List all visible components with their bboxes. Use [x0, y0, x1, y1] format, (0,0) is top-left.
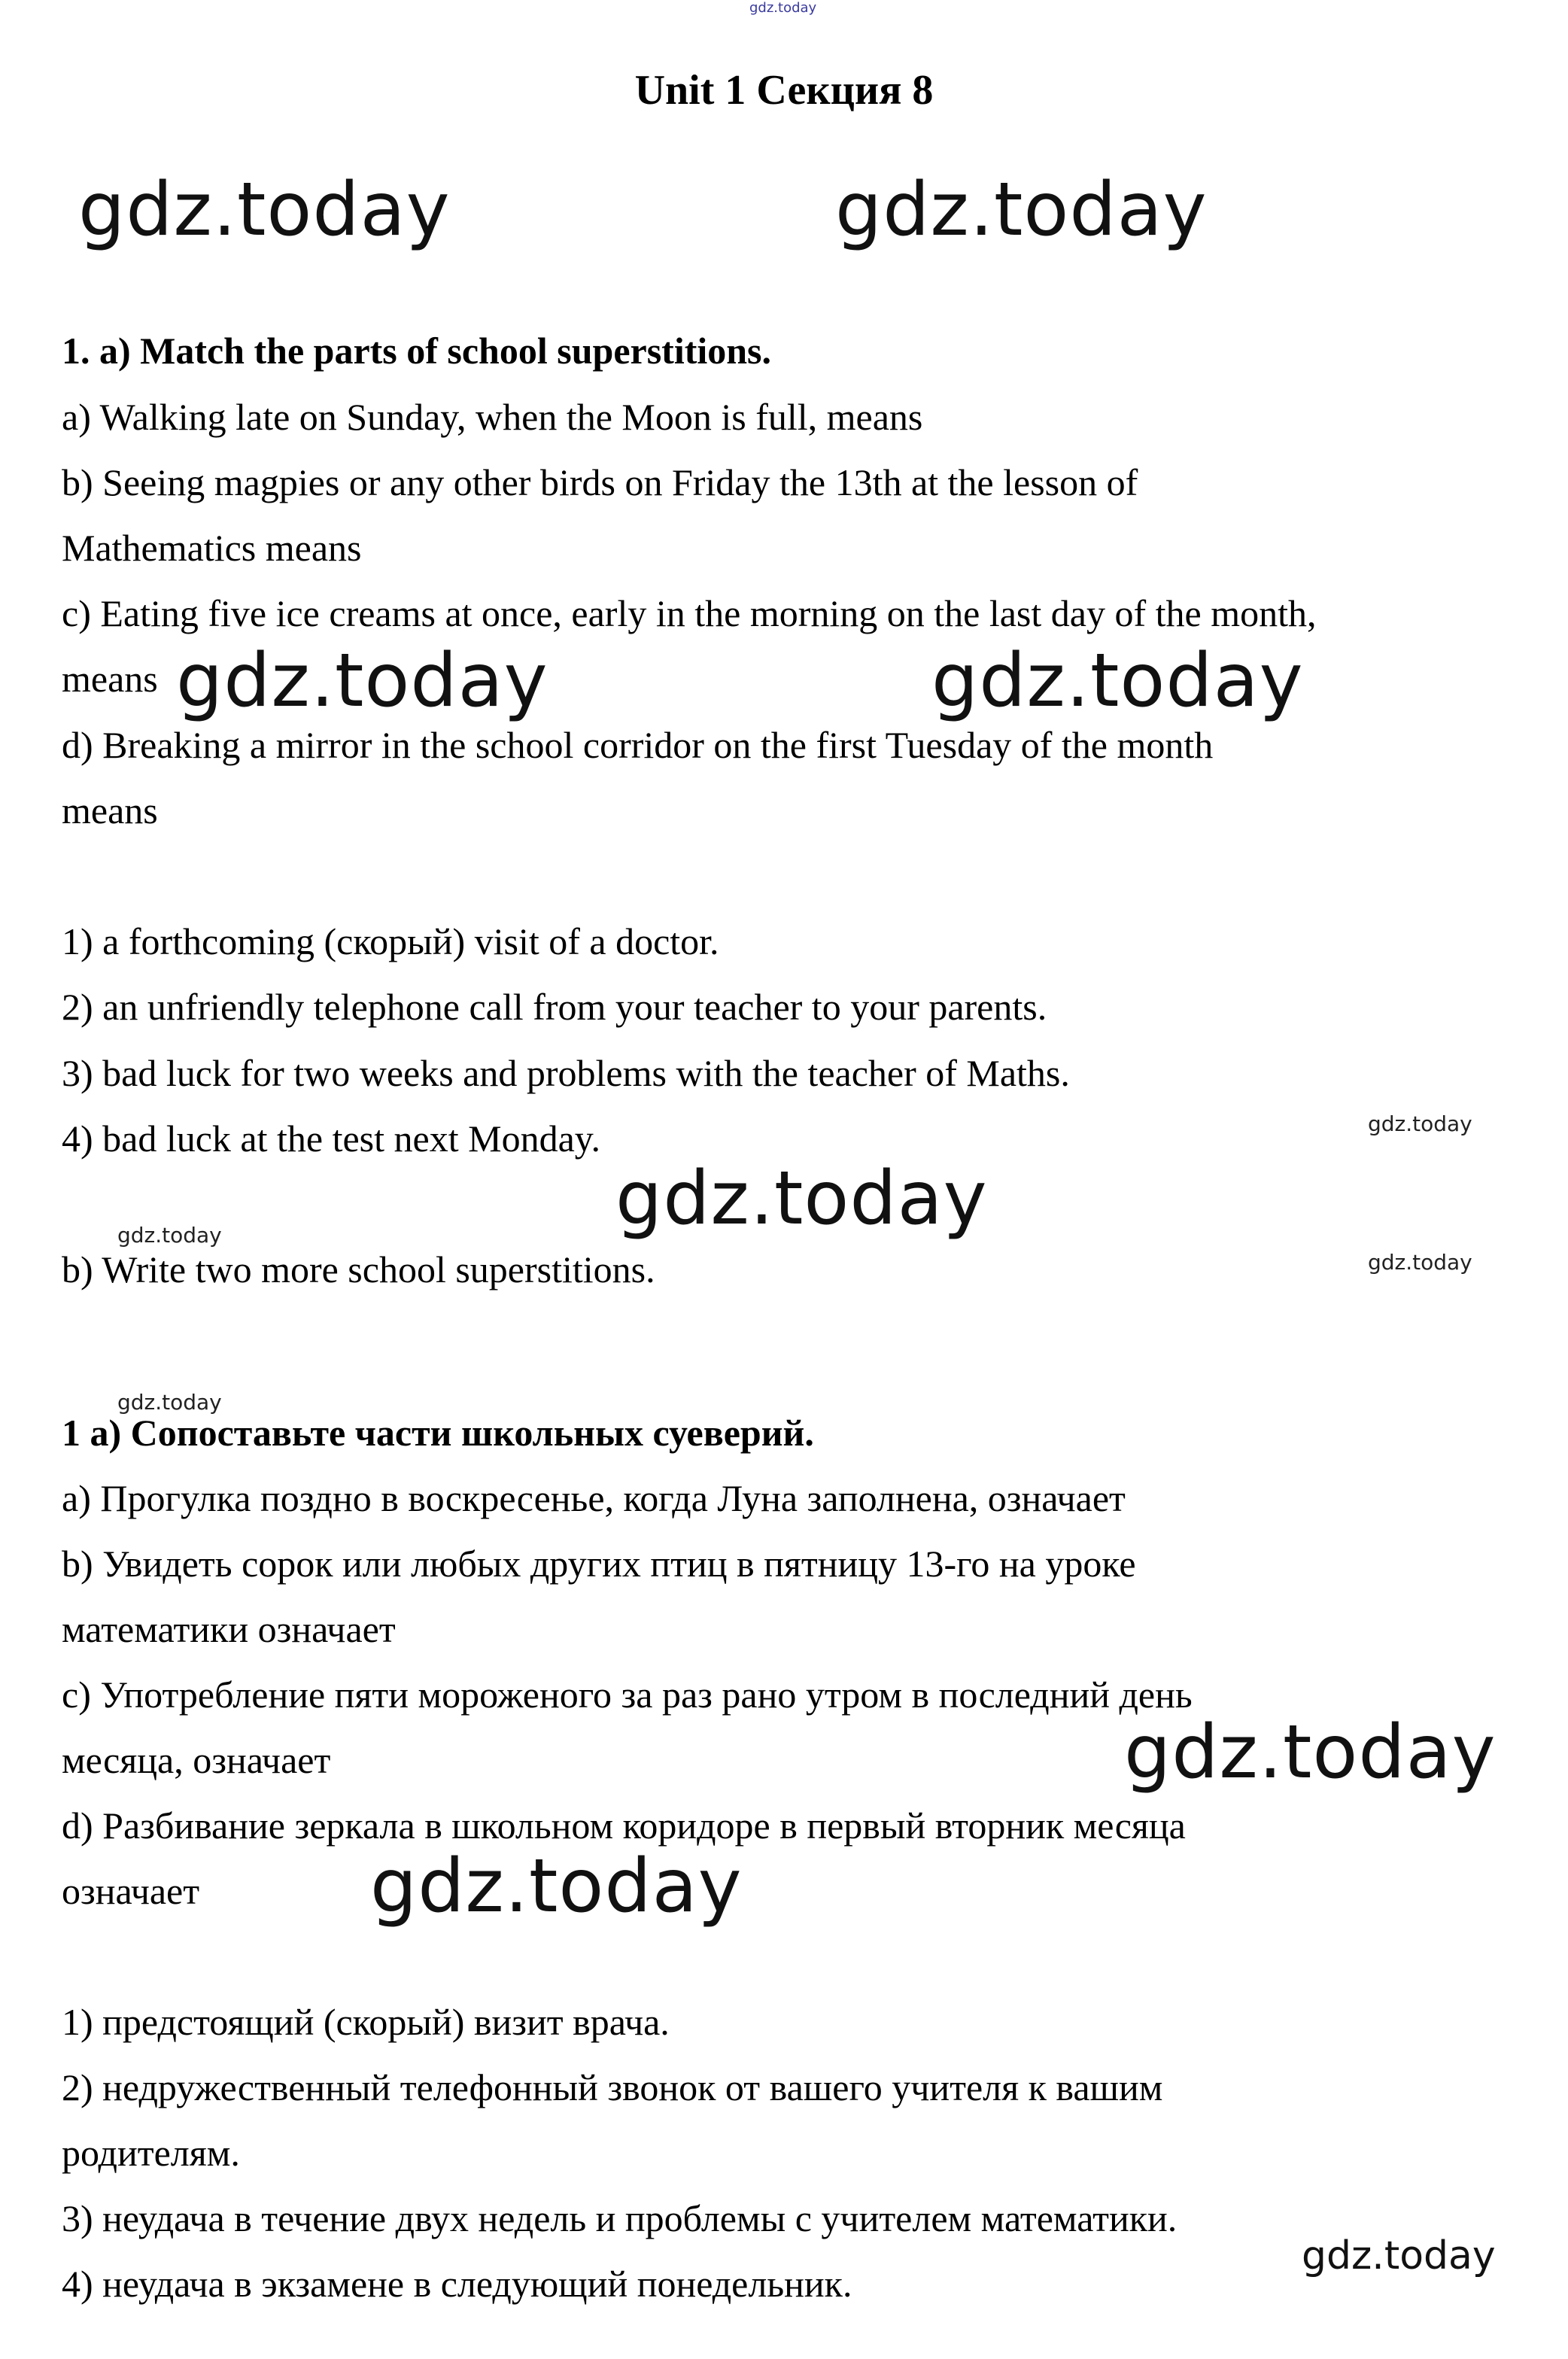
text-line: b) Увидеть сорок или любых других птиц в пятницу 13-го на уроке: [62, 1543, 1136, 1585]
text-line: a) Walking late on Sunday, when the Moon is full, means: [62, 396, 923, 438]
answer-line: 1) предстоящий (скорый) визит врача.: [62, 2001, 670, 2043]
watermark: gdz.today: [370, 1844, 743, 1929]
text-line: d) Разбивание зеркала в школьном коридоре в первый вторник месяца: [62, 1804, 1186, 1847]
watermark: gdz.today: [615, 1156, 988, 1242]
text-line: месяца, означает: [62, 1739, 331, 1781]
watermark: gdz.today: [1368, 1250, 1472, 1275]
text-line: а) Прогулка поздно в воскресенье, когда Луна заполнена, означает: [62, 1477, 1126, 1519]
watermark: gdz.today: [176, 638, 548, 724]
answer-line: 1) a forthcoming (скорый) visit of a doctor.: [62, 920, 719, 962]
answer-line: 2) недружественный телефонный звонок от вашего учителя к вашим: [62, 2066, 1163, 2108]
watermark: gdz.today: [1124, 1710, 1497, 1795]
watermark: gdz.today: [117, 1390, 222, 1415]
watermark-top: gdz.today: [749, 0, 817, 16]
text-line: означает: [62, 1870, 200, 1912]
text-line: d) Breaking a mirror in the school corridor on the first Tuesday of the month: [62, 724, 1214, 766]
watermark: gdz.today: [78, 167, 451, 253]
text-line: Mathematics means: [62, 527, 362, 569]
text-line: c) Eating five ice creams at once, early in the morning on the last day of the month,: [62, 592, 1317, 634]
answer-line: 2) an unfriendly telephone call from your teacher to your parents.: [62, 986, 1047, 1028]
answer-line: 4) bad luck at the test next Monday.: [62, 1117, 601, 1160]
watermark: gdz.today: [1368, 1111, 1472, 1136]
answer-line: родителям.: [62, 2132, 240, 2174]
text-line: b) Seeing magpies or any other birds on Friday the 13th at the lesson of: [62, 461, 1138, 503]
text-line: means: [62, 789, 158, 831]
exercise-heading-en: 1. a) Match the parts of school superstitions.: [62, 330, 772, 372]
watermark: gdz.today: [931, 638, 1304, 724]
watermark: gdz.today: [1302, 2233, 1496, 2278]
text-line: с) Употребление пяти мороженого за раз рано утром в последний день: [62, 1673, 1193, 1716]
answer-line: 3) неудача в течение двух недель и проблемы с учителем математики.: [62, 2197, 1178, 2239]
answer-line: 4) неудача в экзамене в следующий понедельник.: [62, 2263, 852, 2305]
exercise-heading-ru: 1 а) Сопоставьте части школьных суеверий.: [62, 1412, 814, 1454]
text-line: means: [62, 658, 158, 700]
watermark: gdz.today: [835, 167, 1208, 253]
answer-line: 3) bad luck for two weeks and problems with the teacher of Maths.: [62, 1052, 1070, 1094]
task-b: b) Write two more school superstitions.: [62, 1248, 655, 1290]
watermark: gdz.today: [117, 1223, 222, 1248]
text-line: математики означает: [62, 1608, 396, 1650]
page-title: Unit 1 Секция 8: [634, 67, 934, 114]
